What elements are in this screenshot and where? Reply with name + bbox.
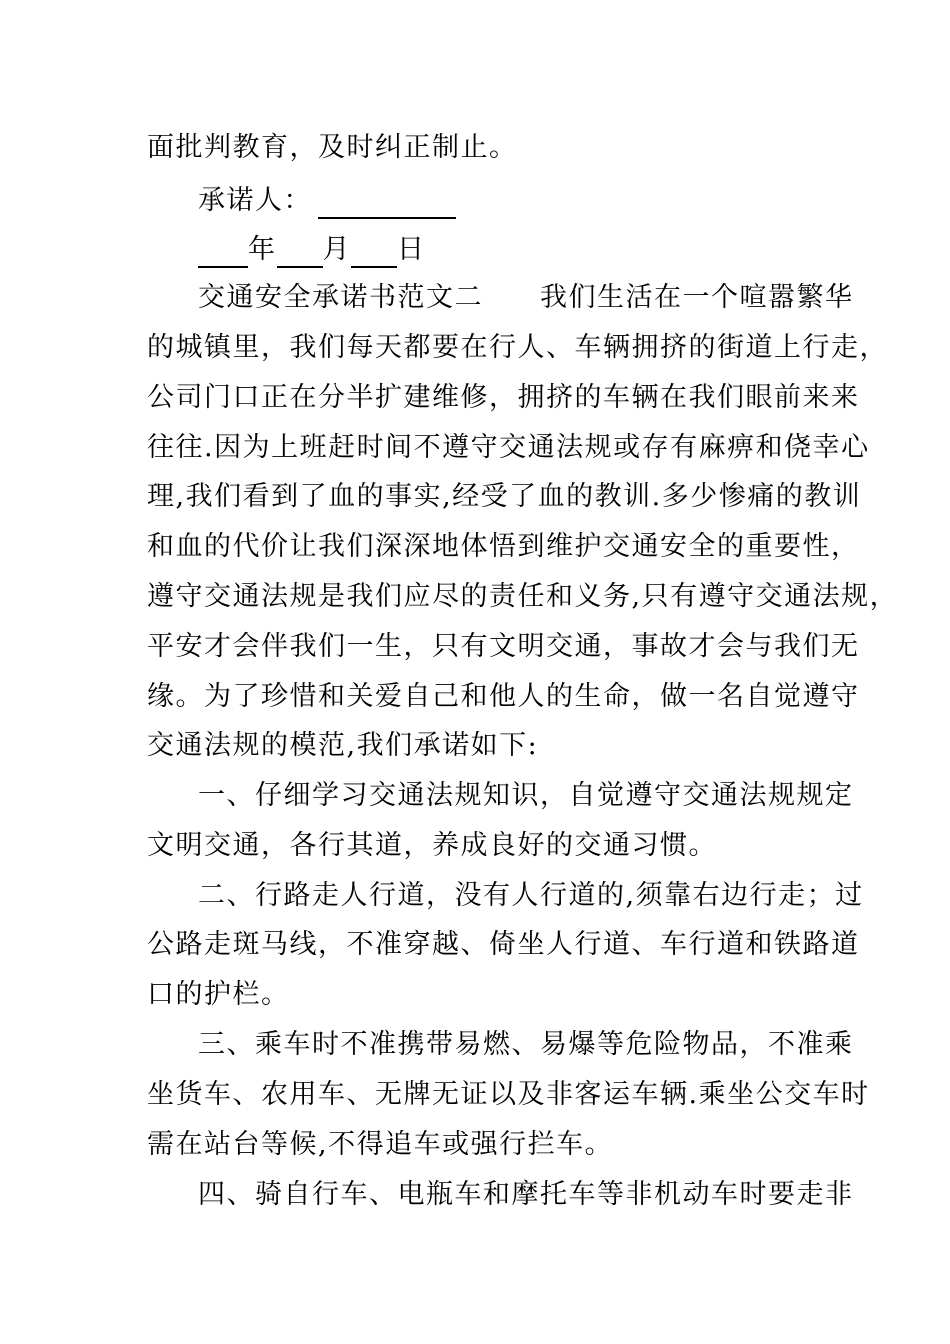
date-line: [198, 232, 426, 268]
year-label: 年: [248, 234, 277, 265]
paragraph-line: 理,我们看到了血的事实,经受了血的教训.多少惨痛的教训: [147, 481, 862, 512]
day-label: 日: [397, 234, 426, 265]
paragraph-line: 口的护栏。: [147, 979, 290, 1010]
paragraph-line: 公司门口正在分半扩建维修，拥挤的车辆在我们眼前来来: [147, 382, 860, 413]
paragraph-line: 需在站台等候,不得追车或强行拦车。: [147, 1129, 614, 1160]
paragraph-line: 和血的代价让我们深深地体悟到维护交通安全的重要性，: [147, 531, 860, 562]
paragraph-line: 平安才会伴我们一生，只有文明交通，事故才会与我们无: [147, 631, 860, 662]
item-one-line: 一、仔细学习交通法规知识，自觉遵守交通法规规定: [198, 780, 854, 811]
section-heading-line: 交通安全承诺书范文二 我们生活在一个喧嚣繁华: [198, 282, 854, 313]
paragraph-line: 缘。为了珍惜和关爱自己和他人的生命，做一名自觉遵守: [147, 681, 860, 712]
signature-label: 承诺人：: [198, 185, 312, 216]
item-three-line: 三、乘车时不准携带易燃、易爆等危险物品，不准乘: [198, 1029, 854, 1060]
signature-blank: [318, 191, 456, 219]
year-blank: [198, 240, 248, 268]
day-blank: [351, 240, 397, 268]
paragraph-line: 公路走斑马线，不准穿越、倚坐人行道、车行道和铁路道: [147, 929, 860, 960]
item-two-line: 二、行路走人行道，没有人行道的,须靠右边行走；过: [198, 880, 864, 911]
signature-line: [198, 183, 456, 219]
paragraph-line: 交通法规的模范,我们承诺如下:: [147, 730, 539, 761]
paragraph-line: 面批判教育，及时纠正制止。: [147, 132, 518, 163]
paragraph-line: 文明交通，各行其道，养成良好的交通习惯。: [147, 830, 717, 861]
month-label: 月: [322, 234, 351, 265]
month-blank: [277, 240, 323, 268]
paragraph-line: 遵守交通法规是我们应尽的责任和义务,只有遵守交通法规，: [147, 581, 899, 612]
paragraph-line: 往往.因为上班赶时间不遵守交通法规或存有麻痹和侥幸心: [147, 432, 870, 463]
item-four-line: 四、骑自行车、电瓶车和摩托车等非机动车时要走非: [198, 1179, 854, 1210]
paragraph-line: 坐货车、农用车、无牌无证以及非客运车辆.乘坐公交车时: [147, 1079, 870, 1110]
paragraph-line: 的城镇里，我们每天都要在行人、车辆拥挤的街道上行走，: [147, 332, 888, 363]
